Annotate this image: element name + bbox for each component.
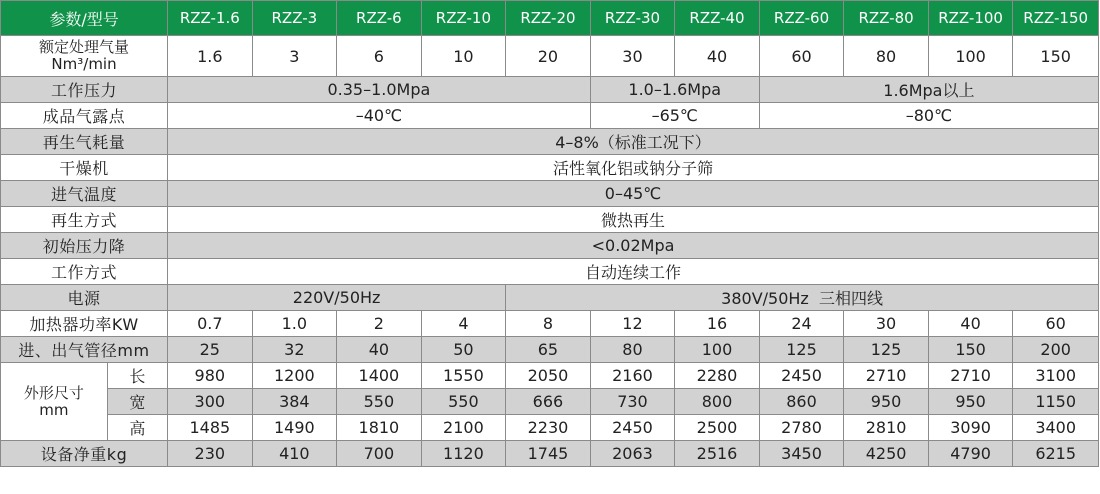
dimension-length-value: 1400 — [337, 363, 422, 389]
pipe-value: 200 — [1013, 337, 1099, 363]
heater-value: 60 — [1013, 311, 1099, 337]
power-group: 220V/50Hz — [168, 285, 506, 311]
capacity-value: 100 — [928, 36, 1013, 77]
pressure-drop-value: <0.02Mpa — [168, 233, 1099, 259]
pressure-drop-row — [1, 233, 1099, 259]
heater-value: 24 — [759, 311, 844, 337]
heater-value: 4 — [421, 311, 506, 337]
weight-value: 700 — [337, 441, 422, 467]
model-header: RZZ-100 — [928, 1, 1013, 36]
pressure-row — [1, 77, 1099, 103]
dimension-length-value: 980 — [168, 363, 253, 389]
model-header: RZZ-60 — [759, 1, 844, 36]
pipe-value: 32 — [252, 337, 337, 363]
dimension-height-value: 1490 — [252, 415, 337, 441]
dimension-length-value: 1550 — [421, 363, 506, 389]
heater-value: 30 — [844, 311, 929, 337]
dimension-length-value: 3100 — [1013, 363, 1099, 389]
capacity-value: 1.6 — [168, 36, 253, 77]
dimension-width-value: 950 — [844, 389, 929, 415]
work-mode-row — [1, 259, 1099, 285]
dimension-length-row — [1, 363, 1099, 389]
heater-value: 8 — [506, 311, 591, 337]
capacity-value: 60 — [759, 36, 844, 77]
dimension-width-value: 800 — [675, 389, 760, 415]
weight-value: 410 — [252, 441, 337, 467]
dew-point-group: –65℃ — [590, 103, 759, 129]
pressure-drop-label: 初始压力降 — [1, 233, 168, 259]
heater-value: 2 — [337, 311, 422, 337]
dimension-height-value: 2810 — [844, 415, 929, 441]
model-header: RZZ-30 — [590, 1, 675, 36]
weight-value: 6215 — [1013, 441, 1099, 467]
inlet-temp-label: 进气温度 — [1, 181, 168, 207]
pipe-value: 100 — [675, 337, 760, 363]
desiccant-label: 干燥机 — [1, 155, 168, 181]
heater-value: 12 — [590, 311, 675, 337]
capacity-value: 20 — [506, 36, 591, 77]
dew-point-group: –40℃ — [168, 103, 591, 129]
power-row — [1, 285, 1099, 311]
regen-gas-label: 再生气耗量 — [1, 129, 168, 155]
dimension-length-value: 2710 — [928, 363, 1013, 389]
pressure-group: 1.0–1.6Mpa — [590, 77, 759, 103]
pipe-value: 125 — [759, 337, 844, 363]
param-model-header: 参数/型号 — [1, 1, 168, 36]
weight-value: 2516 — [675, 441, 760, 467]
model-header: RZZ-20 — [506, 1, 591, 36]
weight-value: 3450 — [759, 441, 844, 467]
model-header: RZZ-40 — [675, 1, 760, 36]
dimension-length-value: 1200 — [252, 363, 337, 389]
dimension-width-value: 666 — [506, 389, 591, 415]
capacity-label-line1: 额定处理气量 — [39, 38, 130, 56]
dimension-height-value: 2100 — [421, 415, 506, 441]
pipe-value: 50 — [421, 337, 506, 363]
dimension-width-value: 300 — [168, 389, 253, 415]
dimension-width-value: 860 — [759, 389, 844, 415]
pressure-label: 工作压力 — [1, 77, 168, 103]
weight-value: 1120 — [421, 441, 506, 467]
dimension-height-value: 1810 — [337, 415, 422, 441]
pipe-value: 25 — [168, 337, 253, 363]
dimension-height-row — [1, 415, 1099, 441]
weight-label: 设备净重kg — [1, 441, 168, 467]
weight-row — [1, 441, 1099, 467]
pipe-value: 40 — [337, 337, 422, 363]
inlet-temp-row — [1, 181, 1099, 207]
heater-label: 加热器功率KW — [1, 311, 168, 337]
dimension-length-value: 2050 — [506, 363, 591, 389]
dimension-width-value: 384 — [252, 389, 337, 415]
weight-value: 1745 — [506, 441, 591, 467]
heater-value: 1.0 — [252, 311, 337, 337]
dimension-height-value: 3400 — [1013, 415, 1099, 441]
capacity-value: 10 — [421, 36, 506, 77]
work-mode-value: 自动连续工作 — [168, 259, 1099, 285]
desiccant-row — [1, 155, 1099, 181]
dimension-width-value: 1150 — [1013, 389, 1099, 415]
capacity-label-line2: Nm³/min — [51, 55, 117, 73]
dimension-width-row — [1, 389, 1099, 415]
dimension-length-value: 2450 — [759, 363, 844, 389]
dimension-width-label: 宽 — [107, 389, 167, 415]
weight-value: 230 — [168, 441, 253, 467]
power-group: 380V/50Hz 三相四线 — [506, 285, 1099, 311]
weight-value: 4250 — [844, 441, 929, 467]
dimension-width-value: 730 — [590, 389, 675, 415]
dimension-length-value: 2160 — [590, 363, 675, 389]
pipe-value: 125 — [844, 337, 929, 363]
capacity-value: 80 — [844, 36, 929, 77]
regen-method-label: 再生方式 — [1, 207, 168, 233]
capacity-value: 6 — [337, 36, 422, 77]
pipe-value: 150 — [928, 337, 1013, 363]
desiccant-value: 活性氧化铝或钠分子筛 — [168, 155, 1099, 181]
pressure-group: 0.35–1.0Mpa — [168, 77, 591, 103]
dimension-height-value: 3090 — [928, 415, 1013, 441]
dimensions-label — [1, 363, 108, 441]
dimension-width-value: 550 — [337, 389, 422, 415]
regen-method-value: 微热再生 — [168, 207, 1099, 233]
capacity-value: 150 — [1013, 36, 1099, 77]
dimensions-label-line1: 外形尺寸 — [23, 383, 84, 402]
dew-point-label: 成品气露点 — [1, 103, 168, 129]
dimensions-label-line2: mm — [39, 400, 69, 419]
regen-gas-value: 4–8%（标准工况下） — [168, 129, 1099, 155]
dew-point-group: –80℃ — [759, 103, 1098, 129]
heater-value: 40 — [928, 311, 1013, 337]
work-mode-label: 工作方式 — [1, 259, 168, 285]
heater-row — [1, 311, 1099, 337]
weight-value: 2063 — [590, 441, 675, 467]
dimension-height-label: 高 — [107, 415, 167, 441]
model-header: RZZ-80 — [844, 1, 929, 36]
capacity-label — [1, 36, 168, 77]
power-label: 电源 — [1, 285, 168, 311]
dimension-length-value: 2710 — [844, 363, 929, 389]
regen-method-row — [1, 207, 1099, 233]
dimension-height-value: 1485 — [168, 415, 253, 441]
heater-value: 0.7 — [168, 311, 253, 337]
capacity-value: 40 — [675, 36, 760, 77]
dimension-length-value: 2280 — [675, 363, 760, 389]
inlet-temp-value: 0–45℃ — [168, 181, 1099, 207]
model-header: RZZ-150 — [1013, 1, 1099, 36]
weight-value: 4790 — [928, 441, 1013, 467]
capacity-value: 3 — [252, 36, 337, 77]
pressure-group: 1.6Mpa以上 — [759, 77, 1098, 103]
dimension-height-value: 2780 — [759, 415, 844, 441]
heater-value: 16 — [675, 311, 760, 337]
model-header: RZZ-6 — [337, 1, 422, 36]
dew-point-row — [1, 103, 1099, 129]
pipe-label: 进、出气管径mm — [1, 337, 168, 363]
dimension-width-value: 550 — [421, 389, 506, 415]
dimension-height-value: 2500 — [675, 415, 760, 441]
capacity-row — [1, 36, 1099, 77]
header-row — [1, 1, 1099, 36]
dimension-height-value: 2230 — [506, 415, 591, 441]
capacity-value: 30 — [590, 36, 675, 77]
regen-gas-row — [1, 129, 1099, 155]
model-header: RZZ-1.6 — [168, 1, 253, 36]
dimension-width-value: 950 — [928, 389, 1013, 415]
dimension-height-value: 2450 — [590, 415, 675, 441]
model-header: RZZ-3 — [252, 1, 337, 36]
model-header: RZZ-10 — [421, 1, 506, 36]
pipe-value: 65 — [506, 337, 591, 363]
pipe-row — [1, 337, 1099, 363]
pipe-value: 80 — [590, 337, 675, 363]
dimension-length-label: 长 — [107, 363, 167, 389]
